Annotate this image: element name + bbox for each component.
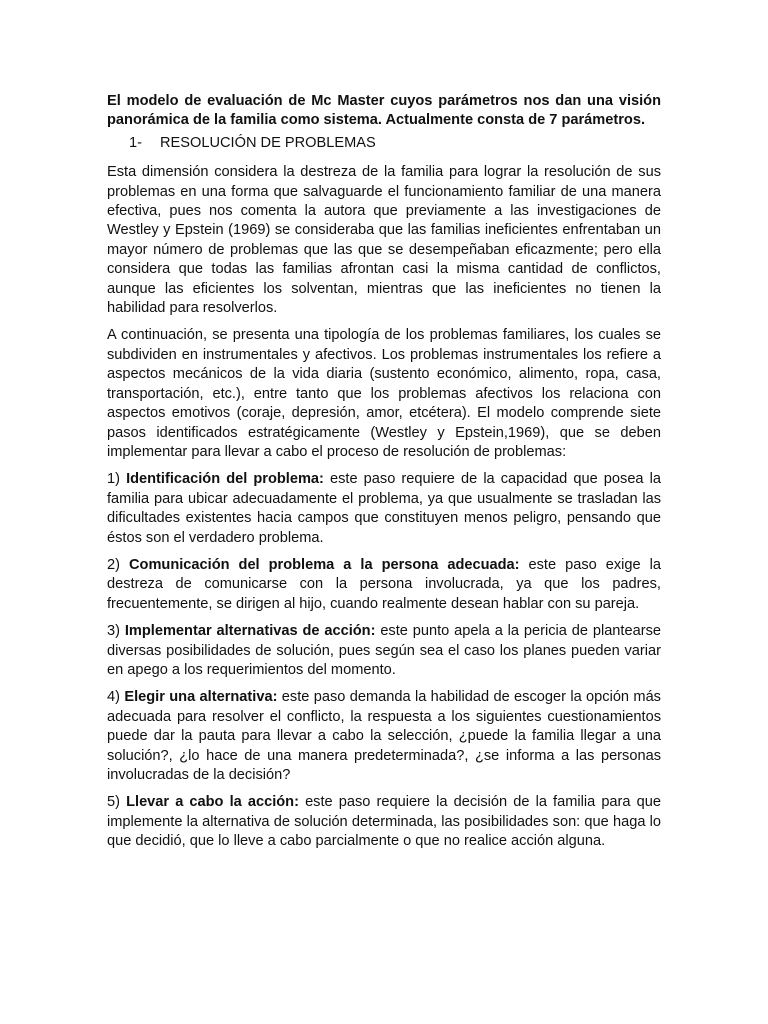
section-heading [107,134,661,153]
body-paragraph-2: A continuación, se presenta una tipología de los problemas familiares, los cuales se subdividen en instrumentales y afectivos. Los problemas instrumentales los refiere a aspectos mecánicos de la vida diaria (sustento económico, alimento, ropa, casa, transportación, etc.), entre tanto que los problemas afectivos los relaciona con aspectos emotivos (coraje, depresión, amor, etcétera). El modelo comprende siete pasos identificados estratégicamente (Westley y Epstein,1969), que se deben implementar para llevar a cabo el proceso de resolución de problemas: [107,327,661,460]
step-item-2 [107,556,661,614]
step-term: Identificación del problema: [126,471,324,488]
section-number: 1- [129,134,142,151]
step-item-4 [107,688,661,785]
document-page [107,92,661,860]
section-title: RESOLUCIÓN DE PROBLEMAS [160,134,376,151]
step-item-1 [107,470,661,548]
intro-paragraph: El modelo de evaluación de Mc Master cuyos parámetros nos dan una visión panorámica de la familia como sistema. Actualmente consta de 7 parámetros. [107,93,661,129]
step-term: Comunicación del problema a la persona adecuada: [128,556,520,573]
step-description: este punto apela a la pericia de plantearse diversas posibilidades de solución, pues según sea el caso los planes pueden variar en apego a los requerimientos del momento. [107,623,661,678]
step-term: Llevar a cabo la acción: [126,794,299,811]
step-number: 4) [107,689,120,706]
step-description: este paso demanda la habilidad de escoger la opción más adecuada para resolver el conflicto, la respuesta a los siguientes cuestionamientos puede dar la pauta para llevar a cabo la selección, ¿puede la familia llegar a una solución?, ¿lo hace de una manera predeterminada?, ¿se informa a las personas involucradas de la decisión? [107,689,661,783]
step-number: 2) [107,556,120,573]
step-term: Implementar alternativas de acción: [124,623,376,640]
step-item-3 [107,622,661,680]
step-description: este paso requiere la decisión de la familia para que implemente la alternativa de solución determinada, las posibilidades son: que haga lo que decidió, que lo lleve a cabo parcialmente o que no realice acción alguna. [107,794,661,850]
step-description: este paso exige la destreza de comunicarse con la persona involucrada, ya que los padres, frecuentemente, se dirigen al hijo, cuando realmente desean hablar con su pareja. [107,556,661,612]
step-term: Elegir una alternativa: [124,689,278,706]
step-number: 1) [107,471,120,488]
step-number: 5) [107,794,120,811]
step-number: 3) [107,623,120,640]
body-paragraph-1: Esta dimensión considera la destreza de la familia para lograr la resolución de sus problemas en una forma que salvaguarde el funcionamiento familiar de una manera efectiva, pues nos comenta la autora que previamente a las investigaciones de Westley y Epstein (1969) se consideraba que las familias ineficientes enfrentaban un mayor número de problemas que las que se desempeñaban eficazmente; pero ella considera que todas las familias afrontan casi la misma cantidad de conflictos, aunque las eficientes los solventan, mientras que las ineficientes no tienen la habilidad para resolverlos. [107,164,661,317]
step-description: este paso requiere de la capacidad que posea la familia para ubicar adecuadamente el problema, ya que usualmente se trasladan las dificultades existentes hacia campos que constituyen menos peligro, pensando que éstos son el verdadero problema. [107,471,661,546]
step-item-5 [107,793,661,851]
